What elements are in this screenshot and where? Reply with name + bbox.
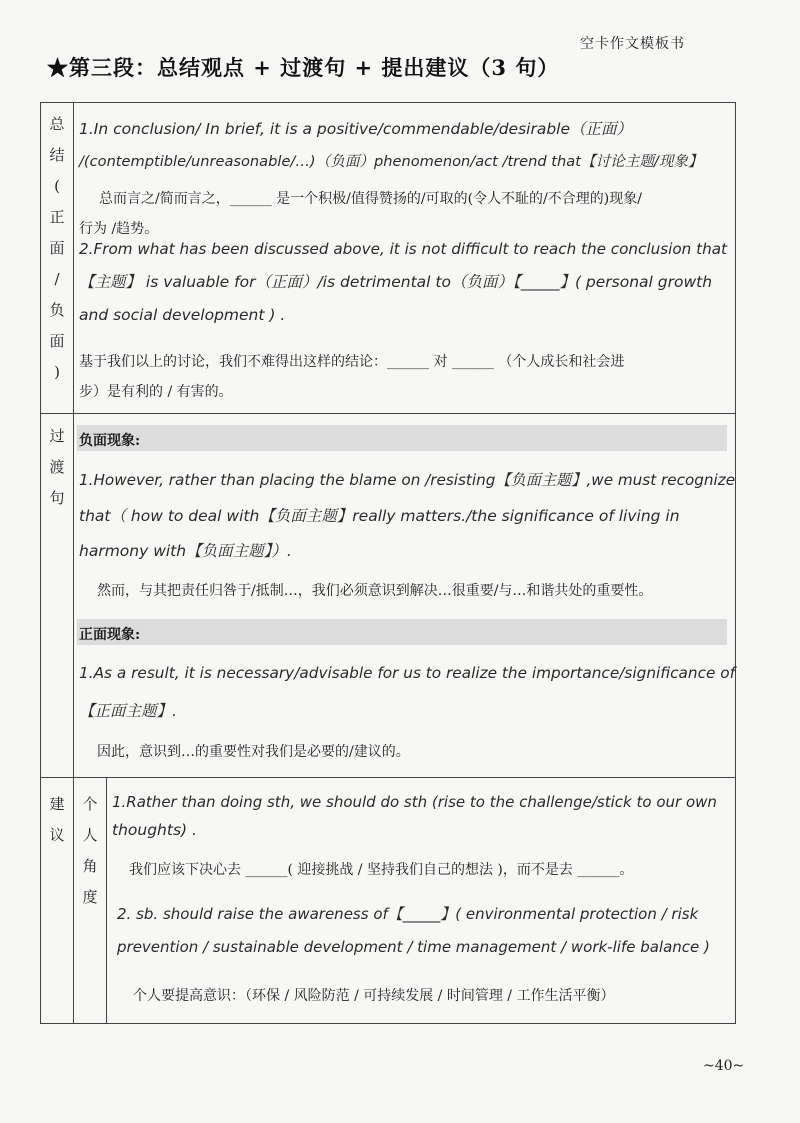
suggestion-sentence-2-translation: 个人要提高意识：（环保 / 风险防范 / 可持续发展 / 时间管理 / 工作生活平衡） [133, 988, 615, 1004]
negative-sentence-line-2: that（ how to deal with【负面主题】really matters./the significance of living in [79, 507, 680, 525]
negative-phenomenon-heading: 负面现象: [79, 433, 141, 449]
suggestion-label-char: 议 [49, 826, 65, 844]
transition-label-char: 句 [49, 489, 65, 507]
summary-sentence-1-line-1: 1.In conclusion/ In brief, it is a positive/commendable/desirable（正面） [79, 120, 633, 138]
negative-sentence-line-1: 1.However, rather than placing the blame on /resisting【负面主题】,we must recognize [79, 471, 736, 489]
row-divider-1 [41, 413, 735, 414]
negative-sentence-translation: 然而，与其把责任归咎于/抵制…，我们必须意识到解决…很重要/与…和谐共处的重要性。 [97, 583, 653, 599]
summary-sentence-1-line-2: /(contemptible/unreasonable/…)（负面）phenomenon/act /trend that【讨论主题/现象】 [79, 153, 703, 170]
sublabel-column-divider [106, 777, 107, 1023]
summary-sentence-1-translation-line-2: 行为 /趋势。 [79, 221, 159, 237]
summary-sentence-2-line-3: and social development ) . [79, 306, 286, 324]
summary-label-char: ( [54, 177, 60, 195]
positive-phenomenon-heading: 正面现象: [79, 627, 141, 643]
positive-sentence-line-1: 1.As a result, it is necessary/advisable for us to realize the importance/significance of [79, 664, 736, 682]
summary-sentence-1-translation-line-1: 总而言之/简而言之，______ 是一个积极/值得赞扬的/可取的(令人不耻的/不合理的)现象/ [99, 191, 642, 207]
suggestion-sub-label-char: 角 [82, 857, 98, 875]
negative-sentence-line-3: harmony with【负面主题】）. [79, 542, 292, 560]
positive-heading-shade [77, 619, 727, 645]
book-title: 空卡作文模板书 [580, 36, 685, 52]
suggestion-sub-label-char: 人 [82, 826, 98, 844]
suggestion-sentence-1-translation: 我们应该下决心去 ______( 迎接挑战 / 坚持我们自己的想法 )，而不是去 ______。 [129, 862, 634, 878]
summary-label-char: / [54, 270, 60, 288]
summary-label-char: 负 [49, 301, 65, 319]
suggestion-sub-label-char: 度 [82, 888, 98, 906]
row-divider-2 [41, 777, 735, 778]
suggestion-sub-label-char: 个 [82, 795, 98, 813]
summary-label-char: ) [54, 363, 60, 381]
summary-label-char: 总 [49, 115, 65, 133]
suggestion-label-char: 建 [49, 795, 65, 813]
transition-label-char: 过 [49, 427, 65, 445]
suggestion-sentence-2-line-1: 2. sb. should raise the awareness of【_____】( environmental protection / risk [117, 905, 699, 923]
section-title: ★第三段：总结观点 + 过渡句 + 提出建议（3 句） [47, 55, 560, 80]
suggestion-row-label [41, 789, 73, 851]
summary-sentence-2-line-2: 【主题】 is valuable for（正面）/is detrimental to（负面）【_____】( personal growth [79, 273, 713, 291]
transition-label-char: 渡 [49, 458, 65, 476]
positive-sentence-line-2: 【正面主题】. [79, 702, 177, 720]
summary-label-char: 面 [49, 332, 65, 350]
suggestion-sentence-2-line-2: prevention / sustainable development / time management / work-life balance ) [117, 938, 710, 956]
positive-sentence-translation: 因此，意识到…的重要性对我们是必要的/建议的。 [97, 744, 410, 760]
transition-row-label [41, 421, 73, 514]
summary-label-char: 正 [49, 208, 65, 226]
negative-heading-shade [77, 425, 727, 451]
page-number: ~40~ [703, 1058, 745, 1074]
summary-sentence-2-translation-line-2: 步）是有利的 / 有害的。 [79, 384, 233, 400]
suggestion-sub-label [74, 789, 106, 913]
suggestion-sentence-1-line-2: thoughts) . [112, 821, 197, 839]
summary-sentence-2-line-1: 2.From what has been discussed above, it is not difficult to reach the conclusion that [79, 240, 727, 258]
summary-row-label [41, 109, 73, 388]
suggestion-sentence-1-line-1: 1.Rather than doing sth, we should do sth (rise to the challenge/stick to our own [112, 793, 717, 811]
summary-sentence-2-translation-line-1: 基于我们以上的讨论，我们不难得出这样的结论：______ 对 ______ （个人成长和社会进 [79, 354, 625, 370]
summary-label-char: 面 [49, 239, 65, 257]
template-table [40, 102, 736, 1024]
summary-label-char: 结 [49, 146, 65, 164]
